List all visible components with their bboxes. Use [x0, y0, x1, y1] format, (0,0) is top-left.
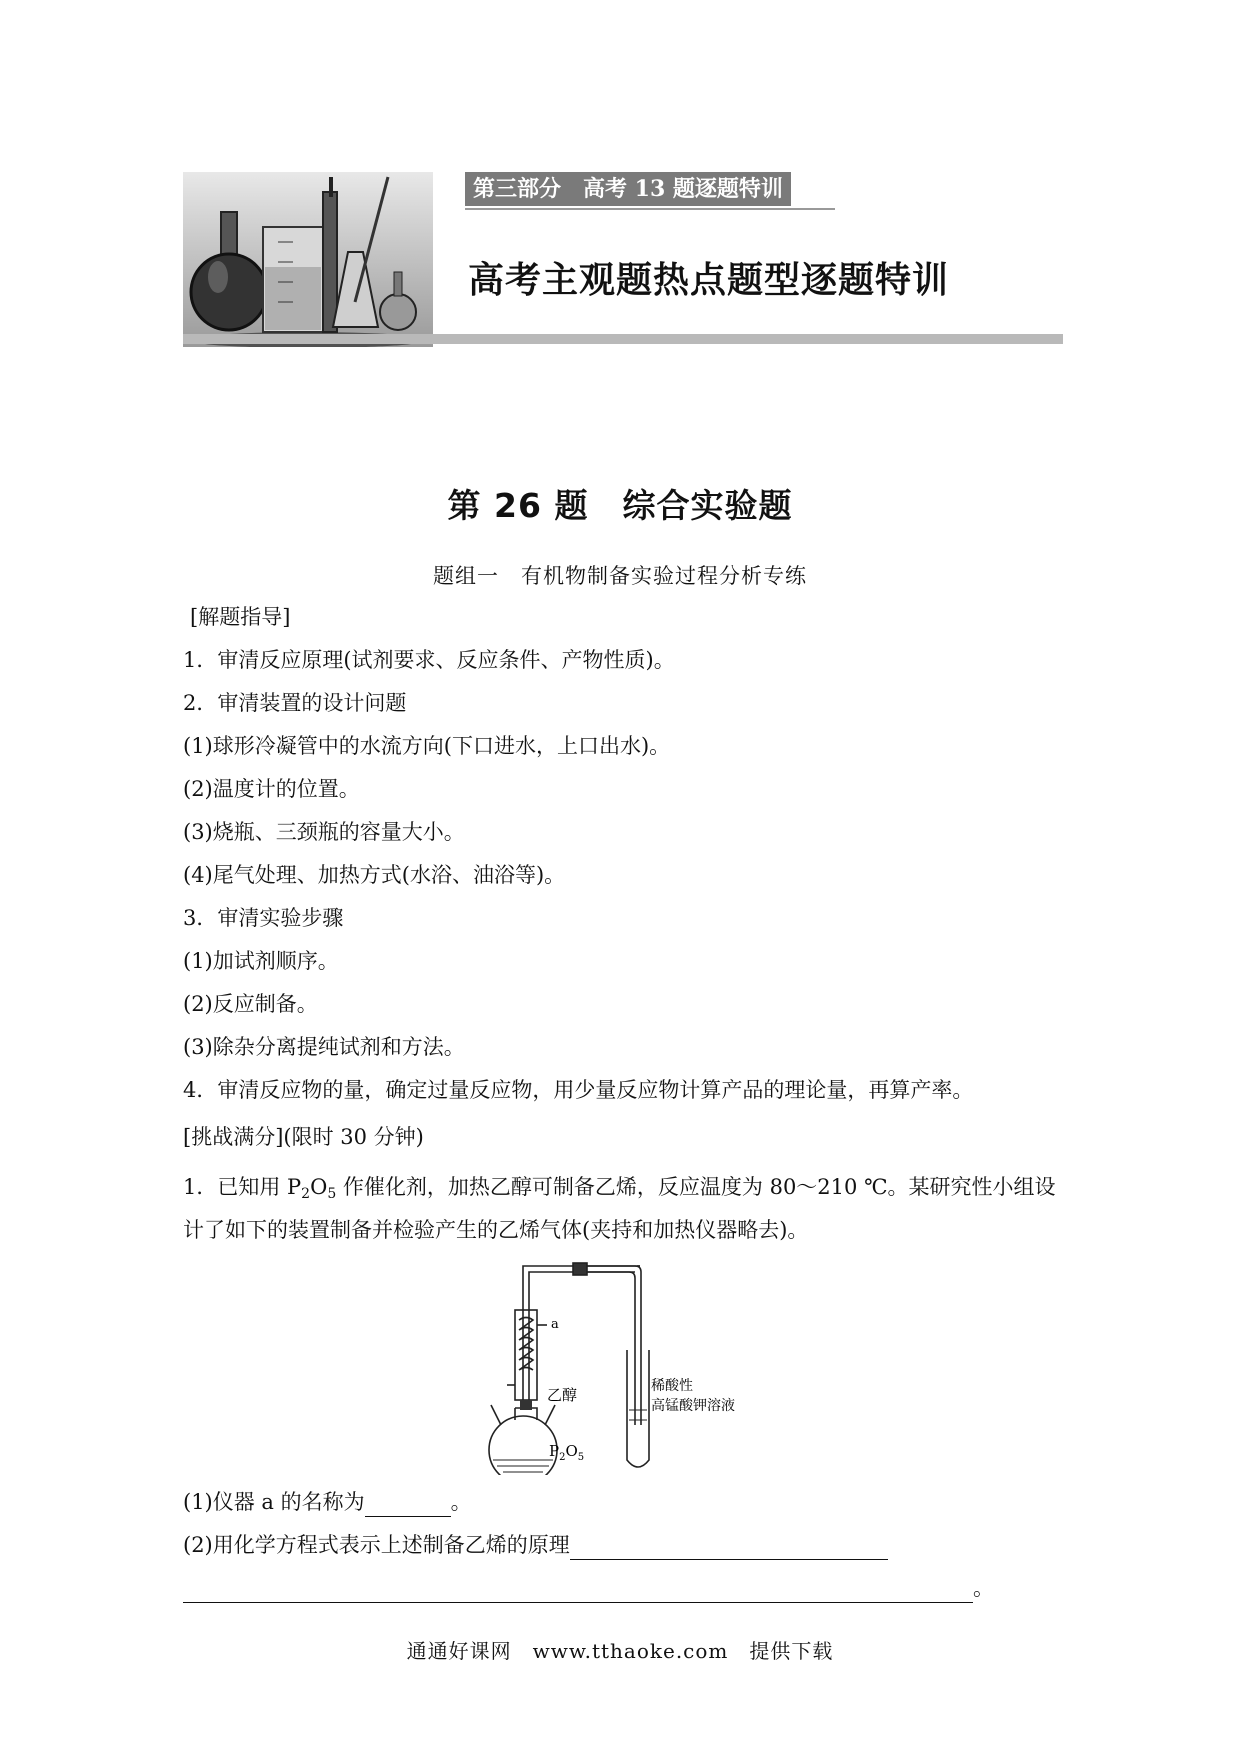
- footer-text: 通通好课网 www.tthaoke.com 提供下载: [406, 1639, 834, 1663]
- guide-item: 1．审清反应原理(试剂要求、反应条件、产物性质)。: [183, 648, 675, 672]
- guide-item: (1)加试剂顺序。: [183, 949, 339, 973]
- answer-blank[interactable]: [183, 1580, 973, 1603]
- guide-item: (4)尾气处理、加热方式(水浴、油浴等)。: [183, 863, 566, 887]
- apparatus-diagram: [485, 1260, 785, 1475]
- guide-item: 4．审清反应物的量，确定过量反应物，用少量反应物计算产品的理论量，再算产率。: [183, 1078, 974, 1102]
- section-divider: [465, 208, 835, 210]
- subquestion-text: (2)用化学方程式表示上述制备乙烯的原理: [183, 1533, 570, 1557]
- guide-item: (2)反应制备。: [183, 992, 318, 1016]
- subquestion-2: [183, 1530, 888, 1560]
- banner-bar: [183, 334, 1063, 344]
- subquestion-end: 。: [973, 1576, 994, 1600]
- lab-glassware-image: [183, 172, 433, 347]
- subquestion-text: (1)仪器 a 的名称为: [183, 1490, 365, 1514]
- guide-item: (2)温度计的位置。: [183, 777, 360, 801]
- answer-blank[interactable]: [570, 1537, 888, 1560]
- guide-item: (1)球形冷凝管中的水流方向(下口进水，上口出水)。: [183, 734, 671, 758]
- question-1-line-1: [183, 1172, 1056, 1209]
- subquestion-end: 。: [450, 1490, 472, 1514]
- question-text: 1．已知用 P: [183, 1175, 302, 1199]
- guide-heading: [解题指导]: [190, 605, 291, 629]
- guide-item: 3．审清实验步骤: [183, 906, 344, 930]
- stopper: [520, 1400, 532, 1410]
- guide-item: (3)烧瓶、三颈瓶的容量大小。: [183, 820, 465, 844]
- page-title: 第 26 题 综合实验题: [447, 486, 793, 525]
- label-a: a: [551, 1317, 559, 1332]
- guide-item: 2．审清装置的设计问题: [183, 691, 407, 715]
- subscript: 5: [327, 1186, 337, 1202]
- subquestion-1: [183, 1487, 472, 1517]
- answer-blank[interactable]: [365, 1494, 451, 1517]
- guide-item: (3)除杂分离提纯试剂和方法。: [183, 1035, 465, 1059]
- question-text: O: [310, 1175, 328, 1199]
- banner-title: 高考主观题热点题型逐题特训: [468, 260, 950, 301]
- label-ethanol: 乙醇: [547, 1386, 578, 1404]
- label-reagent-line-1: 稀酸性: [651, 1378, 693, 1394]
- section-label: 第三部分 高考 13 题逐题特训: [465, 172, 791, 206]
- question-1-line-2: 计了如下的装置制备并检验产生的乙烯气体(夹持和加热仪器略去)。: [183, 1218, 809, 1242]
- subscript: 2: [301, 1186, 311, 1202]
- question-text: 作催化剂，加热乙醇可制备乙烯，反应温度为 80～210 ℃。某研究性小组设: [336, 1175, 1056, 1199]
- label-p2o5: $P_2O_5$: [549, 1442, 585, 1463]
- header-banner: [183, 172, 1063, 347]
- subquestion-2-continued: [183, 1573, 994, 1603]
- page-subtitle: 题组一 有机物制备实验过程分析专练: [433, 564, 807, 588]
- challenge-heading: [挑战满分](限时 30 分钟): [183, 1125, 424, 1149]
- label-reagent-line-2: 高锰酸钾溶液: [651, 1398, 735, 1414]
